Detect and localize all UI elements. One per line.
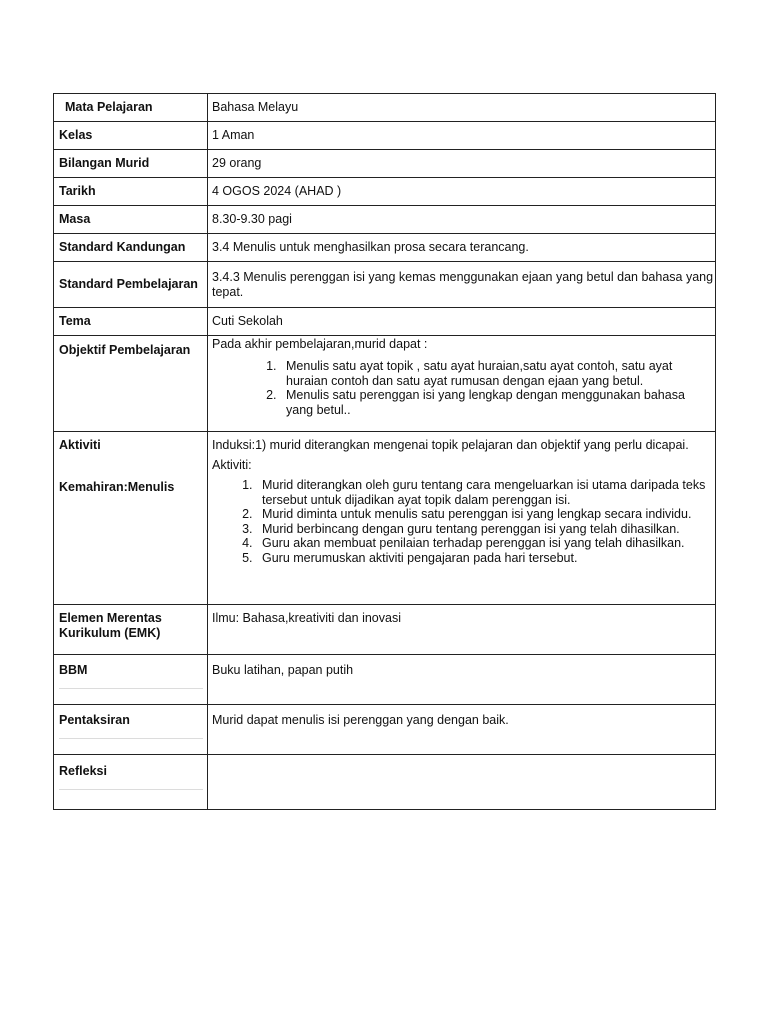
row-bbm — [54, 655, 716, 705]
value-standard-pembelajaran: 3.4.3 Menulis perenggan isi yang kemas menggunakan ejaan yang betul dan bahasa yang tepat. — [208, 262, 716, 308]
label-emk: Elemen Merentas Kurikulum (EMK) — [59, 611, 162, 640]
label-tarikh: Tarikh — [54, 178, 208, 206]
row-emk — [54, 605, 716, 655]
objektif-item-2: 2. Menulis satu perenggan isi yang lengkap dengan menggunakan bahasa yang betul.. — [280, 388, 715, 417]
row-kelas — [54, 122, 716, 150]
row-pentaksiran — [54, 705, 716, 755]
aktiviti-heading: Aktiviti: — [212, 458, 252, 472]
objektif-intro: Pada akhir pembelajaran,murid dapat : — [212, 337, 428, 351]
label-aktiviti: Aktiviti — [59, 438, 101, 452]
refleksi-divider — [59, 789, 203, 790]
label-pentaksiran: Pentaksiran — [59, 713, 130, 727]
label-standard-kandungan: Standard Kandungan — [54, 234, 208, 262]
row-mata-pelajaran — [54, 94, 716, 122]
row-standard-pembelajaran — [54, 262, 716, 308]
row-bilangan-murid — [54, 150, 716, 178]
value-standard-kandungan: 3.4 Menulis untuk menghasilkan prosa secara terancang. — [208, 234, 716, 262]
value-emk: Ilmu: Bahasa,kreativiti dan inovasi — [212, 611, 401, 625]
lesson-plan-table — [53, 93, 716, 810]
label-cell-refleksi — [54, 755, 208, 810]
label-cell-objektif — [54, 336, 208, 432]
value-cell-pentaksiran — [208, 705, 716, 755]
value-cell-bbm — [208, 655, 716, 705]
aktiviti-item-5: 5. Guru merumuskan aktiviti pengajaran pada hari tersebut. — [256, 551, 715, 566]
aktiviti-list — [212, 478, 715, 565]
value-cell-objektif — [208, 336, 716, 432]
pentaksiran-divider — [59, 738, 203, 739]
aktiviti-item-4: 4. Guru akan membuat penilaian terhadap perenggan isi yang telah dihasilkan. — [256, 536, 715, 551]
label-cell-emk — [54, 605, 208, 655]
label-cell-aktiviti — [54, 432, 208, 605]
label-objektif: Objektif Pembelajaran — [59, 343, 191, 357]
row-standard-kandungan — [54, 234, 716, 262]
label-mata-pelajaran: Mata Pelajaran — [54, 94, 208, 122]
value-pentaksiran: Murid dapat menulis isi perenggan yang dengan baik. — [212, 713, 509, 727]
value-tema: Cuti Sekolah — [208, 308, 716, 336]
value-cell-aktiviti — [208, 432, 716, 605]
label-tema: Tema — [54, 308, 208, 336]
value-bbm: Buku latihan, papan putih — [212, 663, 354, 677]
objektif-list — [212, 359, 715, 417]
bbm-divider — [59, 688, 203, 689]
label-cell-pentaksiran — [54, 705, 208, 755]
aktiviti-induksi: Induksi:1) murid diterangkan mengenai topik pelajaran dan objektif yang perlu dicapai. — [212, 438, 689, 452]
value-mata-pelajaran: Bahasa Melayu — [208, 94, 716, 122]
label-standard-pembelajaran: Standard Pembelajaran — [54, 262, 208, 308]
value-tarikh: 4 OGOS 2024 (AHAD ) — [208, 178, 716, 206]
value-refleksi — [208, 755, 716, 810]
aktiviti-item-1: 1. Murid diterangkan oleh guru tentang cara mengeluarkan isi utama daripada teks tersebut untuk dijadikan ayat topik dalam perenggan isi. — [256, 478, 715, 507]
aktiviti-item-3: 3. Murid berbincang dengan guru tentang perenggan isi yang telah dihasilkan. — [256, 522, 715, 537]
label-bbm: BBM — [59, 663, 88, 677]
row-aktiviti — [54, 432, 716, 605]
label-refleksi: Refleksi — [59, 764, 107, 778]
label-kelas: Kelas — [54, 122, 208, 150]
objektif-item-1: 1. Menulis satu ayat topik , satu ayat huraian,satu ayat contoh, satu ayat huraian contoh dan satu ayat rumusan dengan ejaan yang betul. — [280, 359, 715, 388]
label-kemahiran: Kemahiran:Menulis — [59, 480, 175, 494]
value-masa: 8.30-9.30 pagi — [208, 206, 716, 234]
value-bilangan-murid: 29 orang — [208, 150, 716, 178]
row-objektif — [54, 336, 716, 432]
row-refleksi — [54, 755, 716, 810]
aktiviti-item-2: 2. Murid diminta untuk menulis satu perenggan isi yang lengkap secara individu. — [256, 507, 715, 522]
label-cell-bbm — [54, 655, 208, 705]
row-masa — [54, 206, 716, 234]
label-masa: Masa — [54, 206, 208, 234]
row-tarikh — [54, 178, 716, 206]
value-cell-emk — [208, 605, 716, 655]
row-tema — [54, 308, 716, 336]
value-kelas: 1 Aman — [208, 122, 716, 150]
label-bilangan-murid: Bilangan Murid — [54, 150, 208, 178]
